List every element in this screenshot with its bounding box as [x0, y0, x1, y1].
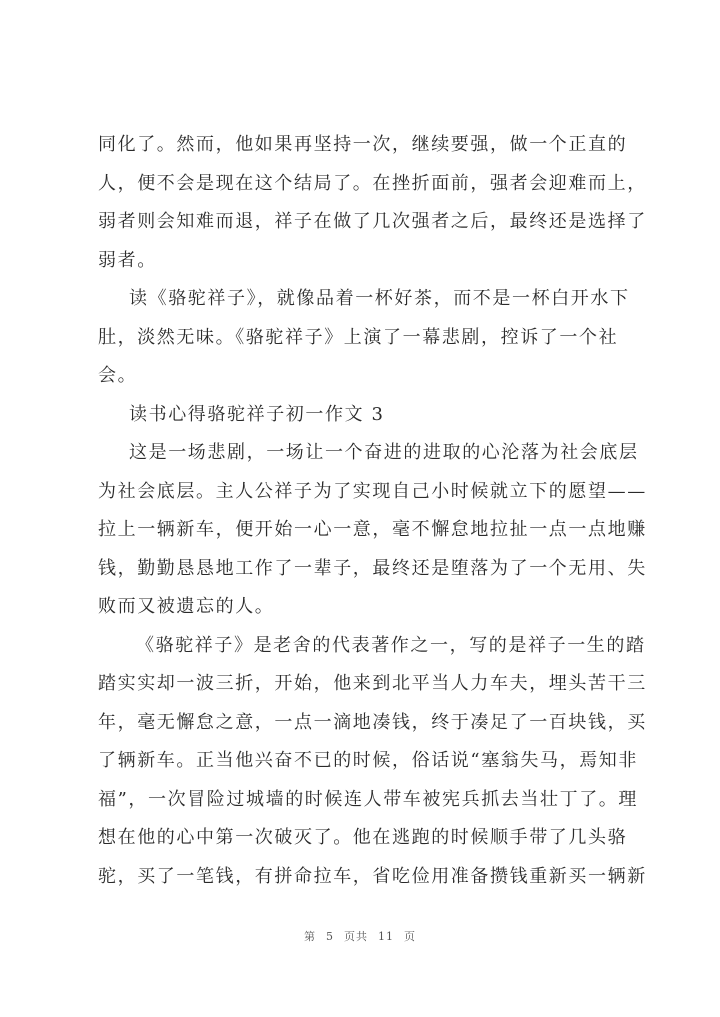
paragraph-start-line: 读《骆驼祥子》，就像品着一杯好茶，而不是一杯白开水下	[129, 288, 630, 309]
footer-label-end: 页	[404, 930, 416, 943]
text-line: 败而又被遗忘的人。	[98, 596, 275, 617]
text-line: 会。	[98, 365, 138, 386]
text-line: 同化了。然而，他如果再坚持一次，继续要强，做一个正直的	[98, 134, 628, 155]
paragraph-start-line: 这是一场悲剧，一场让一个奋进的进取的心沦落为社会底层	[129, 442, 639, 463]
text-line: 驼，买了一笔钱，有拼命拉车，省吃俭用准备攒钱重新买一辆新	[98, 865, 647, 887]
paragraph-start-line: 《骆驼祥子》是老舍的代表著作之一，写的是祥子一生的踏	[136, 634, 646, 656]
text-line: 想在他的心中第一次破灭了。他在逃跑的时候顺手带了几头骆	[98, 827, 628, 848]
text-line: 钱，勤勤恳恳地工作了一辈子，最终还是堕落为了一个无用、失	[98, 557, 647, 579]
section-heading: 读书心得骆驼祥子初一作文 3	[129, 403, 385, 425]
text-line: 了辆新车。正当他兴奋不已的时候，俗话说“塞翁失马，焉知非	[98, 750, 638, 771]
footer-total-pages: 11	[378, 930, 394, 943]
footer-current-page: 5	[326, 930, 334, 943]
text-line: 弱者。	[98, 249, 157, 271]
text-line: 福”，一次冒险过城墙的时候连人带车被宪兵抓去当壮丁了。理	[98, 788, 638, 810]
footer-label-of: 页共	[344, 930, 368, 943]
text-line: 年，毫无懈怠之意，一点一滴地凑钱，终于凑足了一百块钱，买	[98, 711, 647, 733]
text-line: 拉上一辆新车，便开始一心一意，毫不懈怠地拉扯一点一点地赚	[98, 519, 647, 540]
text-line: 为社会底层。主人公祥子为了实现自己小时候就立下的愿望——	[98, 480, 647, 502]
document-body	[98, 130, 647, 900]
footer-label-page: 第	[304, 930, 316, 943]
page-number-footer	[0, 928, 720, 944]
text-line: 弱者则会知难而退，祥子在做了几次强者之后，最终还是选择了	[98, 211, 647, 232]
text-line: 人，便不会是现在这个结局了。在挫折面前，强者会迎难而上，	[98, 172, 647, 194]
text-line: 踏实实却一波三折，开始，他来到北平当人力车夫，埋头苦干三	[98, 673, 647, 694]
text-line: 肚，淡然无味。《骆驼祥子》上演了一幕悲剧，控诉了一个社	[98, 326, 619, 348]
